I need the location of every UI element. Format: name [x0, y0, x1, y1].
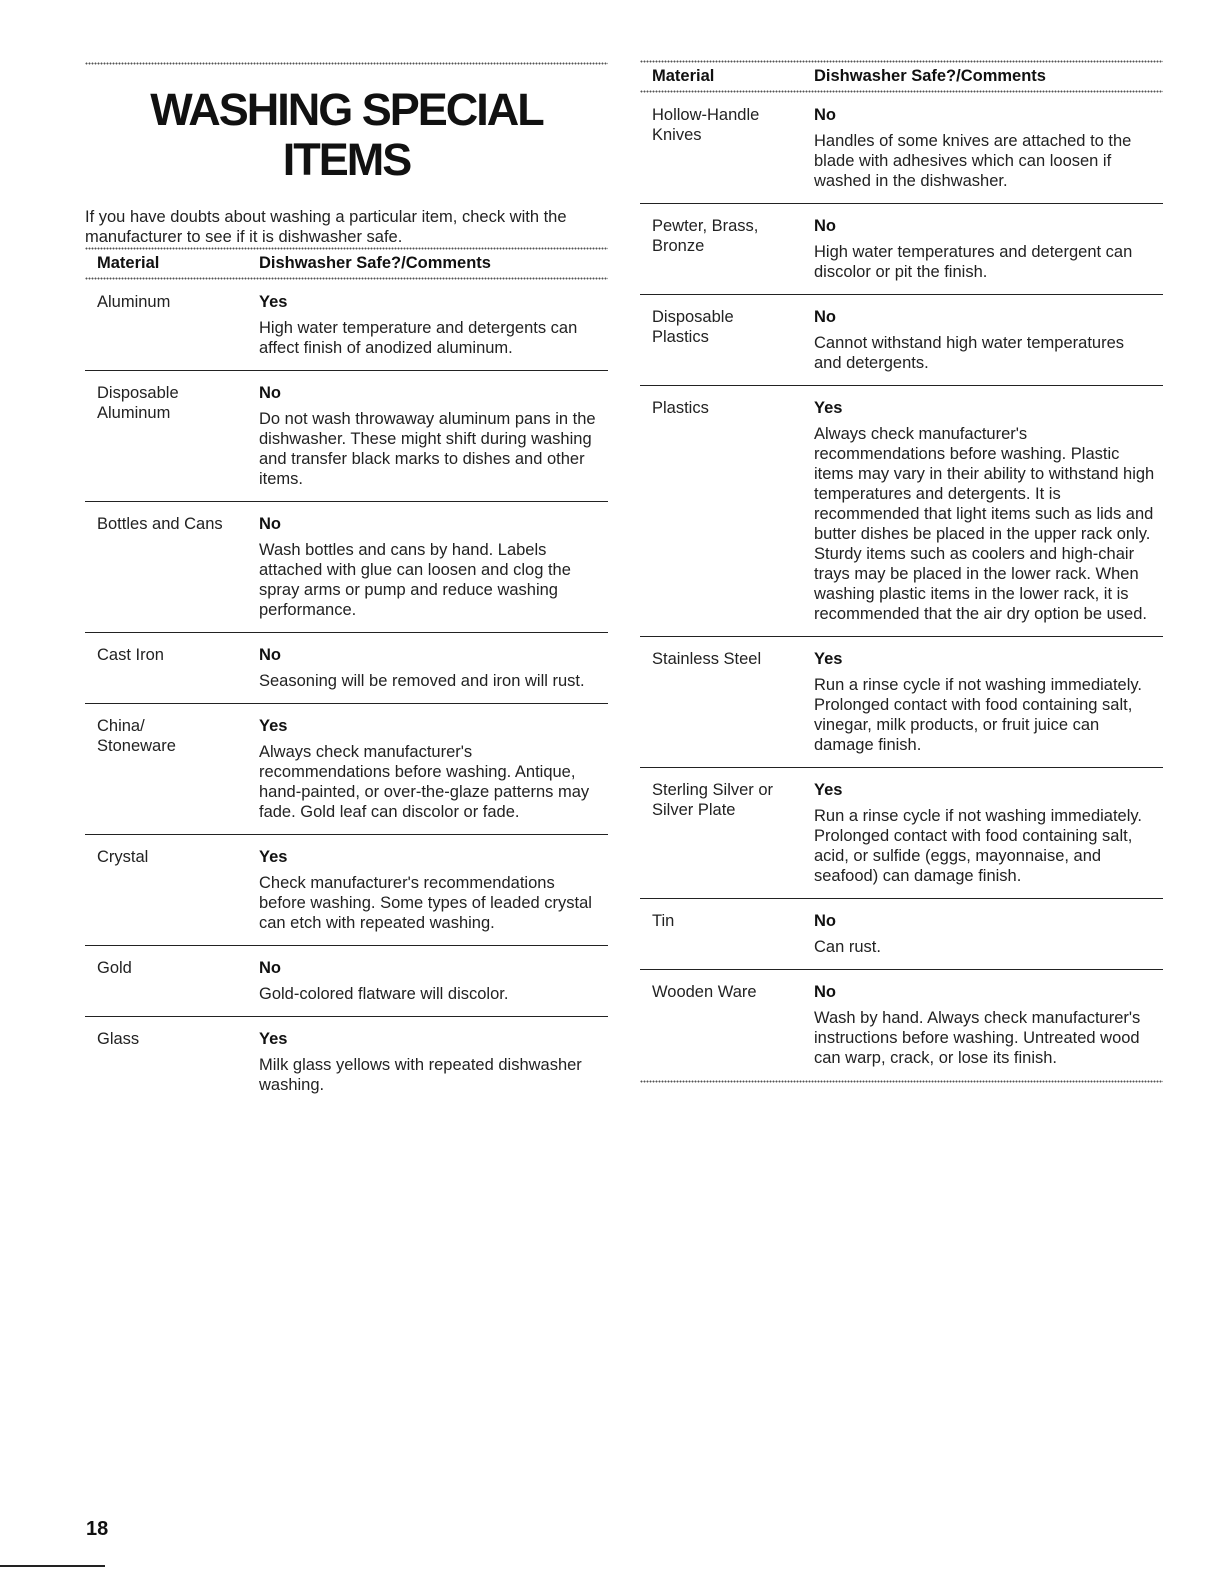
material-cell: Sterling Silver or Silver Plate — [652, 781, 774, 819]
dishwasher-safe-verdict: No — [814, 106, 836, 124]
comments-cell — [259, 716, 608, 822]
table-row — [85, 633, 608, 704]
page-title-line-1: WASHING SPECIAL — [150, 84, 543, 135]
table-row — [85, 1017, 608, 1107]
dishwasher-safe-verdict: Yes — [259, 1030, 288, 1048]
page-title — [85, 85, 608, 185]
table-row — [640, 970, 1163, 1080]
material-cell: Bottles and Cans — [97, 515, 223, 533]
comment-text: Can rust. — [814, 938, 881, 956]
dishwasher-safe-verdict: Yes — [814, 399, 843, 417]
right-table-body — [640, 93, 1163, 1080]
table-row — [85, 704, 608, 835]
dishwasher-safe-verdict: No — [814, 983, 836, 1001]
page-title-line-2: ITEMS — [282, 134, 411, 185]
comment-text: Always check manufacturer's recommendations before washing. Plastic items may vary in their ability to withstand high temperatures and detergents. It is recommended that light items such as lids and butter dishes be placed in the upper rack only. Sturdy items such as coolers and high-chair trays may be placed in the lower rack. When washing plastic items in the lower rack, it is recommended that the air dry option be used. — [814, 425, 1155, 623]
table-row — [640, 637, 1163, 768]
dishwasher-safe-verdict: No — [259, 646, 281, 664]
comment-text: Always check manufacturer's recommendations before washing. Antique, hand-painted, or over-the-glaze patterns may fade. Gold leaf can discolor or fade. — [259, 743, 590, 821]
material-cell: Cast Iron — [97, 646, 164, 664]
comments-cell — [814, 780, 1163, 886]
header-material: Material — [652, 67, 715, 85]
left-column — [85, 62, 608, 1107]
comment-text: Do not wash throwaway aluminum pans in the dishwasher. These might shift during washing and transfer black marks to dishes and other items. — [259, 410, 596, 488]
comments-cell — [259, 1029, 608, 1095]
comment-text: Wash by hand. Always check manufacturer's instructions before washing. Untreated wood can warp, crack, or lose its finish. — [814, 1009, 1141, 1067]
table-end-dotted-rule — [640, 1080, 1163, 1083]
comment-text: High water temperatures and detergent can discolor or pit the finish. — [814, 243, 1133, 281]
comments-cell — [814, 105, 1163, 191]
comment-text: Cannot withstand high water temperatures and detergents. — [814, 334, 1125, 372]
material-cell: Crystal — [97, 848, 149, 866]
comment-text: Gold-colored flatware will discolor. — [259, 985, 509, 1003]
table-row — [85, 835, 608, 946]
dishwasher-safe-verdict: No — [259, 384, 281, 402]
table-row — [640, 386, 1163, 637]
comments-cell — [814, 307, 1163, 373]
material-cell: Aluminum — [97, 293, 171, 311]
comments-cell — [814, 398, 1163, 624]
dishwasher-safe-verdict: Yes — [814, 650, 843, 668]
comment-text: High water temperature and detergents can affect finish of anodized aluminum. — [259, 319, 578, 357]
dishwasher-safe-verdict: Yes — [814, 781, 843, 799]
intro-paragraph: If you have doubts about washing a particular item, check with the manufacturer to see if it is dishwasher safe. — [85, 208, 567, 246]
table-row — [85, 280, 608, 371]
dishwasher-safe-verdict: Yes — [259, 293, 288, 311]
comments-cell — [814, 216, 1163, 282]
comments-cell — [259, 645, 608, 691]
comment-text: Run a rinse cycle if not washing immediately. Prolonged contact with food containing salt, vinegar, milk products, or fruit juice can damage finish. — [814, 676, 1143, 754]
material-cell: Plastics — [652, 399, 709, 417]
table-row — [640, 93, 1163, 204]
table-row — [85, 371, 608, 502]
page-number: 18 — [86, 1518, 109, 1540]
material-cell: Disposable Plastics — [652, 308, 734, 346]
dishwasher-safe-verdict: No — [814, 217, 836, 235]
material-cell: Glass — [97, 1030, 140, 1048]
dishwasher-safe-verdict: No — [259, 515, 281, 533]
comment-text: Handles of some knives are attached to the blade with adhesives which can loosen if washed in the dishwasher. — [814, 132, 1132, 190]
comments-cell — [259, 847, 608, 933]
dishwasher-safe-verdict: No — [259, 959, 281, 977]
footer-rule — [0, 1565, 105, 1567]
table-row — [640, 295, 1163, 386]
material-cell: Gold — [97, 959, 132, 977]
table-row — [85, 502, 608, 633]
top-dotted-rule — [85, 62, 608, 65]
material-cell: Pewter, Brass, Bronze — [652, 217, 759, 255]
header-material: Material — [97, 254, 160, 272]
comments-cell — [259, 514, 608, 620]
comment-text: Check manufacturer's recommendations before washing. Some types of leaded crystal can etch with repeated washing. — [259, 874, 592, 932]
comment-text: Run a rinse cycle if not washing immediately. Prolonged contact with food containing salt, acid, or sulfide (eggs, mayonnaise, and seafood) can damage finish. — [814, 807, 1143, 885]
right-column — [640, 60, 1163, 1083]
comments-cell — [814, 911, 1163, 957]
comments-cell — [814, 649, 1163, 755]
comments-cell — [259, 958, 608, 1004]
dishwasher-safe-verdict: No — [814, 308, 836, 326]
table-header — [85, 250, 608, 277]
left-table-body — [85, 280, 608, 1107]
comments-cell — [814, 982, 1163, 1068]
comment-text: Seasoning will be removed and iron will rust. — [259, 672, 585, 690]
material-cell: Tin — [652, 912, 675, 930]
dishwasher-safe-verdict: No — [814, 912, 836, 930]
comment-text: Milk glass yellows with repeated dishwasher washing. — [259, 1056, 582, 1094]
comment-text: Wash bottles and cans by hand. Labels attached with glue can loosen and clog the spray arms or pump and reduce washing performance. — [259, 541, 571, 619]
dishwasher-safe-verdict: Yes — [259, 848, 288, 866]
material-cell: Hollow-Handle Knives — [652, 106, 760, 144]
material-cell: Stainless Steel — [652, 650, 762, 668]
material-cell: China/ Stoneware — [97, 717, 176, 755]
table-header — [640, 63, 1163, 90]
table-row — [640, 768, 1163, 899]
comments-cell — [259, 383, 608, 489]
dishwasher-safe-verdict: Yes — [259, 717, 288, 735]
header-comments: Dishwasher Safe?/Comments — [259, 254, 491, 272]
header-comments: Dishwasher Safe?/Comments — [814, 67, 1046, 85]
material-cell: Disposable Aluminum — [97, 384, 179, 422]
comments-cell — [259, 292, 608, 358]
table-row — [85, 946, 608, 1017]
table-row — [640, 204, 1163, 295]
table-row — [640, 899, 1163, 970]
material-cell: Wooden Ware — [652, 983, 757, 1001]
